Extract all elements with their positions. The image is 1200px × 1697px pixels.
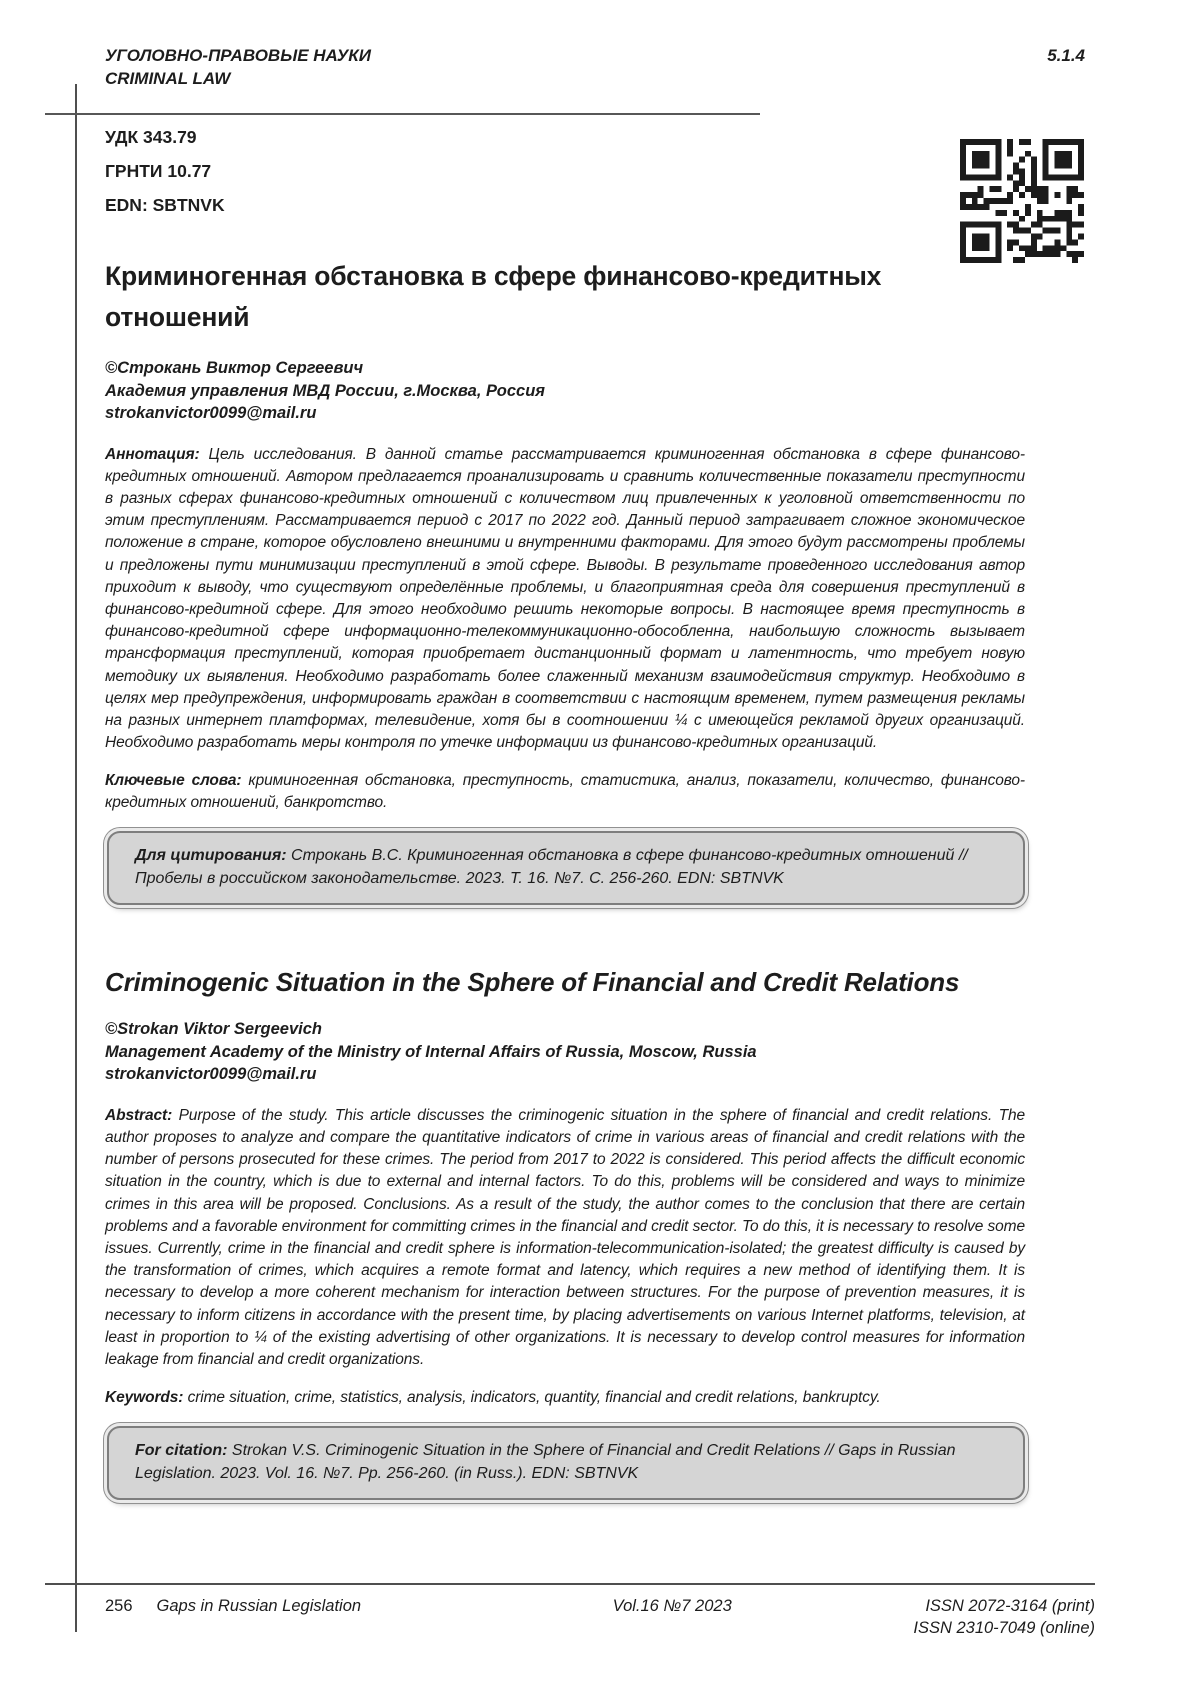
footer-issn xyxy=(913,1595,1095,1639)
footer-page-number: 256 xyxy=(105,1597,133,1615)
section-title-en: CRIMINAL LAW xyxy=(105,69,231,88)
author-block-ru xyxy=(105,357,1025,425)
abstract-ru xyxy=(105,444,1025,755)
keywords-ru xyxy=(105,770,1025,814)
udc-code: УДК 343.79 xyxy=(105,127,197,147)
keywords-text-ru: криминогенная обстановка, преступность, статистика, анализ, показатели, количество, финансово-кредитных отношений, банкротство. xyxy=(105,771,1025,812)
article-title-en: Criminogenic Situation in the Sphere of Financial and Credit Relations xyxy=(105,967,960,998)
affiliation-ru: Академия управления МВД России, г.Москва, Россия xyxy=(105,381,546,400)
citation-box-ru xyxy=(107,831,1025,905)
keywords-en xyxy=(105,1387,1025,1409)
header-divider xyxy=(45,113,760,115)
citation-label-en: For citation: xyxy=(135,1441,228,1459)
specialty-code: 5.1.4 xyxy=(1047,46,1085,65)
footer-issn-online: ISSN 2310-7049 (online) xyxy=(913,1619,1095,1637)
qr-code xyxy=(960,139,1084,263)
author-name-en: ©Strokan Viktor Sergeevich xyxy=(105,1020,322,1039)
article-title-ru: Криминогенная обстановка в сфере финансово-кредитных отношений xyxy=(105,261,882,332)
affiliation-en: Management Academy of the Ministry of Internal Affairs of Russia, Moscow, Russia xyxy=(105,1042,757,1061)
left-margin-rule xyxy=(75,84,77,1632)
page-footer xyxy=(45,1583,1095,1639)
citation-text-en: Strokan V.S. Criminogenic Situation in the Sphere of Financial and Credit Relations // Gaps in Russian Legislation. 2023. Vol. 16. №7. Pp. 256-260. (in Russ.). EDN: SBTNVK xyxy=(135,1441,956,1482)
citation-box-en xyxy=(107,1426,1025,1500)
article-body xyxy=(105,256,1025,1500)
section-title-ru: УГОЛОВНО-ПРАВОВЫЕ НАУКИ xyxy=(105,46,371,65)
keywords-text-en: crime situation, crime, statistics, analysis, indicators, quantity, financial and credit relations, bankruptcy. xyxy=(187,1388,881,1406)
citation-label-ru: Для цитирования: xyxy=(135,847,287,865)
abstract-en xyxy=(105,1105,1025,1371)
abstract-text-en: Purpose of the study. This article discusses the criminogenic situation in the sphere of financial and credit relations. The author proposes to analyze and compare the quantitative indicators of crime in various areas of financial and credit relations with the number of persons prosecuted for these crimes. The period from 2017 to 2022 is considered. This period affects the difficult economic situation in the country, which is due to external and internal factors. To do this, problems will be considered and ways to minimize crimes in this area will be proposed. Conclusions. As a result of the study, the author comes to the conclusion that there are certain problems and a favorable environment for committing crimes in the financial and credit sector. To do this, it is necessary to resolve some issues. Currently, crime in the financial and credit sphere is information-telecommunication-isolated; the greatest difficulty is caused by the transformation of crimes, which acquires a remote format and latency, which requires a new method of identifying them. It is necessary to develop a more coherent mechanism for interaction between structures. For the purpose of prevention measures, it is necessary to inform citizens in accordance with the present time, by placing advertisements on various Internet platforms, television, at least in proportion to ¼ of the existing advertising of other organizations. It is necessary to develop control measures for information leakage from financial and credit organizations. xyxy=(105,1106,1025,1368)
edn-code: EDN: SBTNVK xyxy=(105,195,225,215)
author-name-ru: ©Строкань Виктор Сергеевич xyxy=(105,359,364,377)
running-head xyxy=(105,44,1085,90)
section-heading xyxy=(105,44,371,90)
keywords-label-ru: Ключевые слова: xyxy=(105,771,242,789)
article-meta xyxy=(105,127,225,229)
keywords-label-en: Keywords: xyxy=(105,1388,184,1406)
abstract-label-en: Abstract: xyxy=(105,1106,173,1124)
footer-issn-print: ISSN 2072-3164 (print) xyxy=(925,1597,1095,1615)
abstract-text-ru: Цель исследования. В данной статье рассматривается криминогенная обстановка в сфере финансово-кредитных отношений. Автором предлагается проанализировать и сравнить количественные показатели преступности в разных сферах финансово-кредитных отношений с количеством лиц привлеченных к уголовной ответственности по этим преступлениям. Рассматривается период с 2017 по 2022 год. Данный период затрагивает сложное экономическое положение в стране, которое обусловлено внешними и внутренними факторами. Для этого будут рассмотрены проблемы и предложены пути минимизации преступлений в этой сфере. Выводы. В результате проведенного исследования автор приходит к выводу, что существуют определённые проблемы, и благоприятная среда для совершения преступлений в финансово-кредитной сфере. Для этого необходимо решить некоторые вопросы. В настоящее время преступность в финансово-кредитной сфере информационно-телекоммуникационно-обособленна, наибольшую сложность вызывает трансформация преступлений, которая приобретает дистанционный формат и латентность, что требует новую методику их выявления. Необходимо разработать более слаженный механизм взаимодействия структур. Необходимо в целях мер предупреждения, информировать граждан в соответствии с настоящим временем, путем размещения рекламы на разных интернет платформах, телевидение, хотя бы в соотношении ¼ с имеющейся рекламой других организаций. Необходимо разработать меры контроля по утечке информации из финансово-кредитных организаций. xyxy=(105,445,1025,752)
footer-left xyxy=(105,1595,361,1617)
author-email-ru: strokanvictor0099@mail.ru xyxy=(105,404,317,422)
footer-issue: Vol.16 №7 2023 xyxy=(612,1597,732,1615)
author-block-en xyxy=(105,1018,1025,1086)
footer-journal-title: Gaps in Russian Legislation xyxy=(156,1597,362,1615)
citation-text-ru: Строкань В.С. Криминогенная обстановка в сфере финансово-кредитных отношений // Пробелы в российском законодательстве. 2023. Т. 16. №7. С. 256-260. EDN: SBTNVK xyxy=(135,847,968,888)
abstract-label-ru: Аннотация: xyxy=(105,445,200,463)
author-email-en: strokanvictor0099@mail.ru xyxy=(105,1065,317,1084)
grnti-code: ГРНТИ 10.77 xyxy=(105,161,212,181)
